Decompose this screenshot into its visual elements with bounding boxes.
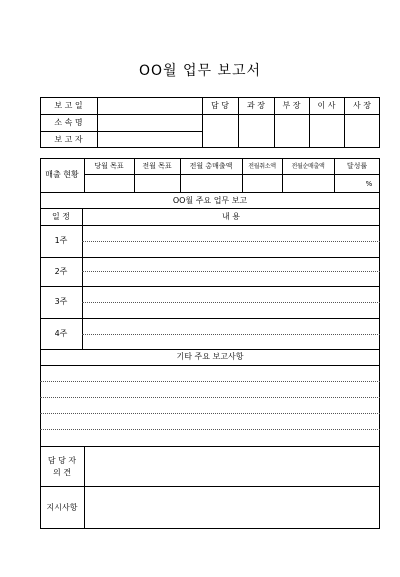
week-4-label: 4주: [54, 329, 68, 338]
other-guideline-2: [40, 397, 380, 398]
sales-col-achievement: 달성률: [346, 162, 368, 170]
approval-manager-label: 과 장: [247, 101, 265, 110]
page-title: OO월 업무 보고서: [138, 63, 262, 79]
approval-manager-sign[interactable]: [239, 115, 273, 147]
instruction-field[interactable]: [85, 487, 379, 528]
department-field[interactable]: [98, 115, 201, 130]
week-4-guideline: [82, 334, 380, 335]
sales-prev-net-field[interactable]: [283, 175, 333, 191]
approval-director-sign[interactable]: [310, 115, 343, 147]
sales-prev-total-field[interactable]: [181, 175, 241, 191]
week-2-label: 2주: [54, 267, 68, 276]
sales-row-label: 매출 현황: [45, 170, 79, 179]
opinion-label-line1: 담 당 자: [47, 456, 77, 465]
approval-president-label: 사 장: [353, 101, 371, 110]
sales-month-target-field[interactable]: [85, 175, 133, 191]
label-department: 소 속 명: [54, 118, 83, 127]
reporter-field[interactable]: [98, 132, 201, 147]
other-reports-content[interactable]: [41, 366, 379, 446]
opinion-label-line2: 의 견: [53, 468, 71, 477]
other-guideline-1: [40, 381, 380, 382]
other-guideline-3: [40, 413, 380, 414]
sales-col-prev-cancel: 전월취소액: [248, 163, 276, 170]
weekly-col-schedule: 일 정: [52, 212, 70, 221]
weekly-section-title: OO월 주요 업무 보고: [172, 196, 248, 205]
approval-staff-sign[interactable]: [203, 115, 237, 147]
sales-col-month-target: 당월 목표: [94, 162, 124, 170]
opinion-field[interactable]: [85, 447, 379, 485]
achievement-percent-unit: %: [365, 180, 373, 188]
other-section-title: 기타 주요 보고사항: [176, 352, 244, 361]
label-reporter: 보 고 자: [54, 135, 83, 144]
report-date-field[interactable]: [98, 98, 201, 113]
sales-col-prev-total: 전월 총매출액: [189, 162, 233, 170]
week-2-guideline: [82, 271, 380, 272]
label-report-date: 보 고 일: [54, 101, 83, 110]
other-guideline-4: [40, 429, 380, 430]
approval-dept-head-sign[interactable]: [275, 115, 308, 147]
week-3-label: 3주: [54, 297, 68, 306]
approval-dept-head-label: 부 장: [282, 101, 301, 110]
approval-president-sign[interactable]: [345, 115, 379, 147]
weekly-col-content: 내 용: [222, 212, 240, 221]
sales-col-prev-net: 전월순매출액: [291, 163, 325, 170]
instruction-label: 지시사항: [46, 503, 78, 512]
approval-director-label: 이 사: [317, 101, 336, 110]
sales-prev-cancel-field[interactable]: [243, 175, 281, 191]
week-1-guideline: [82, 241, 380, 242]
approval-staff-label: 담 당: [211, 101, 229, 110]
week-3-guideline: [82, 302, 380, 303]
sales-col-prev-target: 전월 목표: [142, 162, 172, 170]
sales-prev-target-field[interactable]: [135, 175, 179, 191]
week-1-label: 1주: [54, 236, 68, 245]
